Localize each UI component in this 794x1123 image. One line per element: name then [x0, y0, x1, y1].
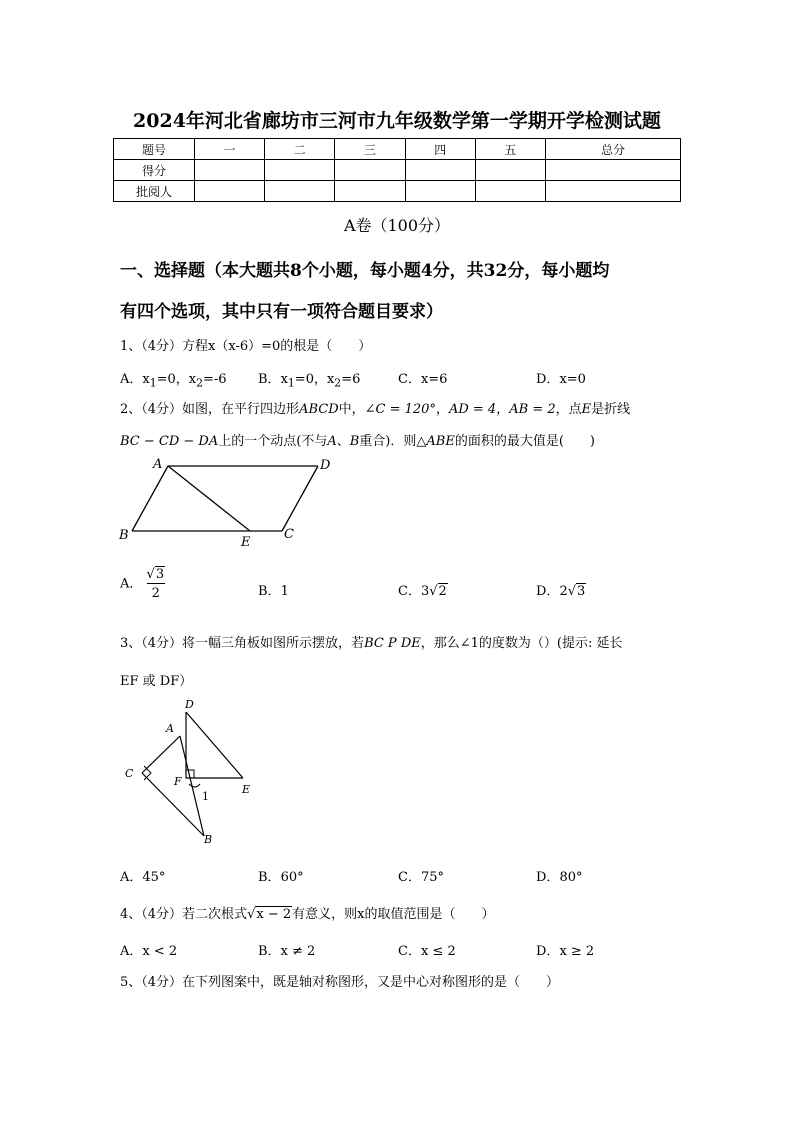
- point-label-c: C: [125, 767, 134, 780]
- option-letter: B．: [258, 870, 281, 885]
- parallelogram-figure: [110, 452, 340, 552]
- score-table-row: [114, 160, 681, 181]
- option-part: =-6: [203, 372, 227, 387]
- question-4-option-a: [120, 940, 177, 959]
- point-label-d: D: [320, 458, 331, 473]
- fraction: [147, 568, 166, 600]
- score-cell: [546, 181, 681, 202]
- option-letter: C．: [398, 870, 421, 885]
- question-3-text: ，那么∠1的度数为（）(提示: 延长: [420, 636, 623, 651]
- math-expr: E: [581, 402, 592, 417]
- score-header-cell: 二: [265, 139, 335, 160]
- question-4-option-b: [258, 940, 315, 959]
- question-2-text: 是折线: [591, 402, 631, 417]
- radicand: x − 2: [256, 907, 292, 922]
- option-subscript: 2: [334, 376, 342, 390]
- option-subscript: 1: [287, 376, 295, 390]
- score-cell: [335, 181, 405, 202]
- question-4-option-c: [398, 940, 456, 959]
- question-3-stem-line-2: EF 或 DF）: [120, 674, 193, 689]
- math-expr: AD = 4: [448, 402, 497, 417]
- option-text: 1: [280, 584, 289, 599]
- option-part: =0，x: [294, 372, 335, 387]
- score-cell: [475, 160, 545, 181]
- question-4-number: 4、（4分）: [120, 907, 183, 922]
- question-3-option-c: [398, 866, 444, 885]
- option-part: =0，x: [156, 372, 197, 387]
- segment-ab: [132, 466, 168, 531]
- option-letter: B．: [258, 944, 281, 959]
- point-label-b: B: [119, 528, 129, 543]
- option-text: 45°: [142, 870, 166, 885]
- option-letter: B．: [258, 372, 281, 387]
- question-2-option-d: D．2√3: [536, 584, 586, 599]
- score-cell: [475, 181, 545, 202]
- math-expr: AB = 2: [509, 402, 556, 417]
- math-expr: ∠C = 120°: [364, 402, 436, 417]
- option-part: x: [142, 372, 150, 387]
- question-2-option-c: C．3√2: [398, 584, 447, 599]
- question-5-stem: [120, 971, 559, 990]
- score-cell: [546, 160, 681, 181]
- point-label-e: E: [242, 783, 251, 796]
- question-2-stem-line-1: [120, 398, 630, 417]
- section-heading-line-2: 有四个选项，其中只有一项符合题目要求）: [120, 302, 443, 322]
- math-expr: ABCD: [299, 402, 339, 417]
- score-table-header-row: [114, 139, 681, 160]
- fraction-denominator: 2: [151, 586, 160, 601]
- option-letter: A．: [120, 576, 143, 592]
- option-part: x: [280, 372, 288, 387]
- segment-cb: [142, 773, 204, 836]
- question-5-number: 5、（4分）: [120, 975, 183, 990]
- score-header-cell: 总分: [546, 139, 681, 160]
- score-cell: [405, 181, 475, 202]
- option-letter: D．: [536, 372, 560, 387]
- option-part: =6: [341, 372, 361, 387]
- question-4-text: 有意义，则x的取值范围是（ ）: [292, 907, 495, 922]
- segment-ac: [142, 736, 180, 773]
- radicand: 3: [577, 584, 586, 599]
- volume-label: A卷（100分）: [343, 216, 451, 235]
- score-row-label: 得分: [114, 160, 195, 181]
- point-label-c: C: [284, 527, 294, 542]
- score-cell: [265, 181, 335, 202]
- question-1-stem: [120, 335, 371, 354]
- point-label-f: F: [174, 775, 182, 788]
- option-letter: A．: [120, 372, 143, 387]
- option-text: x=6: [420, 372, 448, 387]
- angle-1-arc: [189, 784, 200, 787]
- option-letter: C．: [398, 584, 421, 599]
- option-letter: C．: [398, 944, 421, 959]
- score-cell: [335, 160, 405, 181]
- score-cell: [265, 160, 335, 181]
- question-1-option-d: [536, 368, 586, 387]
- question-4-stem: 4、（4分）若二次根式√x − 2有意义，则x的取值范围是（ ）: [120, 907, 495, 922]
- point-label-e: E: [241, 535, 251, 550]
- question-2-text: 中，: [338, 402, 365, 417]
- score-header-cell: 五: [475, 139, 545, 160]
- radicand: 2: [438, 584, 447, 599]
- point-label-b: B: [204, 833, 213, 846]
- angle-label-1: 1: [202, 790, 209, 803]
- option-subscript: 2: [196, 376, 204, 390]
- question-1-option-a: [120, 368, 227, 390]
- option-text: x=0: [559, 372, 586, 387]
- question-4-text: 若二次根式: [182, 907, 248, 922]
- question-3-option-a: [120, 866, 165, 885]
- question-2-text: ，: [435, 402, 449, 417]
- section-heading-line-1: 一、选择题（本大题共8个小题，每小题4分，共32分，每小题均: [120, 261, 610, 281]
- option-letter: B．: [258, 584, 281, 599]
- score-cell: [195, 181, 265, 202]
- score-row-label: 批阅人: [114, 181, 195, 202]
- question-2-text: 重合)．则: [359, 434, 417, 449]
- question-2-option-a: [120, 568, 165, 600]
- option-text: x ≤ 2: [420, 944, 456, 959]
- score-cell: [405, 160, 475, 181]
- math-expr: △ABE: [416, 434, 455, 449]
- set-squares-figure: [118, 698, 263, 850]
- question-3-stem-line-1: [120, 632, 622, 651]
- page-title: 2024年河北省廊坊市三河市九年级数学第一学期开学检测试题: [133, 110, 661, 132]
- question-2-text: ，: [496, 402, 510, 417]
- point-label-a: A: [166, 722, 174, 735]
- question-2-text: 上的一个动点(不与: [218, 434, 328, 449]
- question-2-option-b: [258, 580, 289, 599]
- question-4-option-d: [536, 940, 594, 959]
- point-label-a: A: [153, 457, 163, 472]
- question-2-text: 的面积的最大值是( ): [454, 434, 595, 449]
- option-subscript: 1: [149, 376, 157, 390]
- fraction-numerator: √3: [146, 567, 165, 582]
- question-3-text: 将一幅三角板如图所示摆放，若: [182, 636, 365, 651]
- option-letter: D．: [536, 584, 560, 599]
- question-2-text: 、: [336, 434, 350, 449]
- math-expr: BC P DE: [364, 636, 421, 651]
- score-table: [113, 138, 681, 202]
- coefficient: 3: [420, 584, 430, 599]
- option-text: 75°: [420, 870, 444, 885]
- score-header-cell: 题号: [114, 139, 195, 160]
- option-letter: A．: [120, 870, 143, 885]
- segment-dc: [282, 466, 318, 531]
- math-expr: B: [349, 434, 360, 449]
- score-table-row: [114, 181, 681, 202]
- question-3-number: 3、（4分）: [120, 636, 183, 651]
- option-text: 80°: [559, 870, 583, 885]
- question-2-number: 2、（4分）: [120, 402, 183, 417]
- question-1-text: 方程x（x-6）=0的根是（ ）: [182, 339, 372, 354]
- question-2-text: ，点: [555, 402, 582, 417]
- coefficient: 2: [559, 584, 568, 599]
- option-letter: D．: [536, 870, 560, 885]
- segment-ae: [168, 466, 250, 531]
- score-header-cell: 四: [405, 139, 475, 160]
- question-5-text: 在下列图案中，既是轴对称图形，又是中心对称图形的是（ ）: [182, 975, 560, 990]
- math-expr: A: [327, 434, 337, 449]
- option-letter: A．: [120, 944, 143, 959]
- question-1-option-c: [398, 368, 447, 387]
- score-cell: [195, 160, 265, 181]
- question-2-stem-line-2: [120, 430, 595, 449]
- option-text: x ≠ 2: [280, 944, 316, 959]
- point-label-d: D: [185, 698, 194, 711]
- option-text: x < 2: [142, 944, 178, 959]
- option-text: x ≥ 2: [559, 944, 595, 959]
- option-letter: D．: [536, 944, 560, 959]
- math-expr: BC − CD − DA: [120, 434, 219, 449]
- question-1-number: 1、（4分）: [120, 339, 183, 354]
- radicand: 3: [155, 567, 165, 582]
- question-3-option-d: [536, 866, 582, 885]
- score-header-cell: 三: [335, 139, 405, 160]
- option-letter: C．: [398, 372, 421, 387]
- question-2-text: 如图，在平行四边形: [182, 402, 300, 417]
- question-3-option-b: [258, 866, 304, 885]
- segment-de: [186, 712, 243, 778]
- question-1-option-b: [258, 368, 360, 390]
- option-text: 60°: [280, 870, 304, 885]
- score-header-cell: 一: [195, 139, 265, 160]
